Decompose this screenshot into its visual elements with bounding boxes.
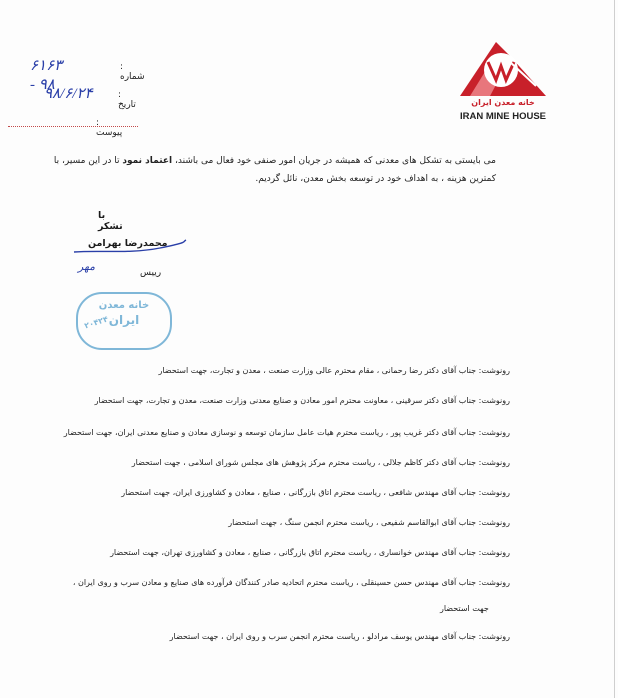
cc-item: رونوشت: جناب آقای مهندس خوانساری ، ریاست محترم اتاق بازرگانی ، صنایع ، معادن و کشاورزی تهران، جهت استحضار (110, 548, 510, 557)
body-line-1: می بایستی به تشکل های معدنی که همیشه در جریان امور صنفی خود فعال می باشند، اعتماد نمود تا در این مسیر، با (53, 156, 496, 166)
attachment-label: : پیوست (96, 118, 123, 138)
cc-item-continuation: جهت استحضار (440, 604, 489, 613)
cc-item: رونوشت: جناب آقای دکتر غریب پور ، ریاست محترم هیات عامل سازمان توسعه و نوسازی معادن و صنایع معدنی ایران، جهت استحضار (63, 428, 510, 437)
cc-item: رونوشت: جناب آقای مهندس شافعی ، ریاست محترم اتاق بازرگانی ، صنایع ، معادن و کشاورزی ایران، جهت استحضار (121, 488, 510, 497)
handwritten-initial: مهر (78, 261, 96, 273)
letter-date-label: : تاریخ (118, 90, 136, 110)
organization-stamp (76, 292, 172, 350)
stamp-line-2: ایران (108, 313, 140, 327)
body-line-2: کمترین هزینه ، به اهداف خود در توسعه بخش معدن، نائل گردیم. (255, 174, 496, 184)
page-edge (614, 0, 615, 698)
attachment-underline (8, 126, 138, 127)
cc-item: رونوشت: جناب آقای مهندس حسن حسینقلی ، ریاست محترم اتحادیه صادر کنندگان فرآورده های صنایع و معادن سرب و روی ایران ، (72, 578, 510, 587)
cc-item: رونوشت: جناب آقای دکتر سرقینی ، معاونت محترم امور معادن و صنایع معدنی وزارت صنعت، معدن و تجارت، جهت استحضار (94, 396, 510, 405)
letter-number-value: ۶۱۶۳ - ۹۸ (30, 58, 63, 93)
letter-date-value: ۹۸/۶/۲۴ (44, 86, 93, 102)
signer-name: محمدرضا بهرامن (88, 238, 168, 249)
cc-item: رونوشت: جناب آقای دکتر کاظم جلالی ، ریاست محترم مرکز پژوهش های مجلس شورای اسلامی ، جهت استحضار (131, 458, 510, 467)
letter-body (40, 152, 496, 188)
signer-title: رییس (140, 268, 162, 278)
logo-persian-text: خانه معدن ایران (471, 98, 535, 107)
mountain-logo-icon (460, 38, 546, 98)
signature-stroke (70, 232, 190, 256)
cc-item: رونوشت: جناب آقای ابوالقاسم شفیعی ، ریاست محترم انجمن سنگ ، جهت استحضار (228, 518, 510, 527)
logo-english-text: IRAN MINE HOUSE (459, 111, 547, 122)
cc-item: رونوشت: جناب آقای مهندس یوسف مرادلو ، ریاست محترم انجمن سرب و روی ایران ، جهت استحضار (169, 632, 510, 641)
body-bold-phrase: اعتماد نمود (122, 156, 173, 166)
stamp-number: ۲۰۴۲۴ (83, 314, 110, 331)
letter-number-label: : شماره (120, 62, 145, 82)
closing-phrase: با تشکر (98, 210, 123, 232)
stamp-line-1: خانه معدن (98, 300, 150, 311)
cc-item: رونوشت: جناب آقای دکتر رضا رحمانی ، مقام محترم عالی وزارت صنعت ، معدن و تجارت، جهت استحضار (158, 366, 510, 375)
company-logo (448, 38, 558, 124)
